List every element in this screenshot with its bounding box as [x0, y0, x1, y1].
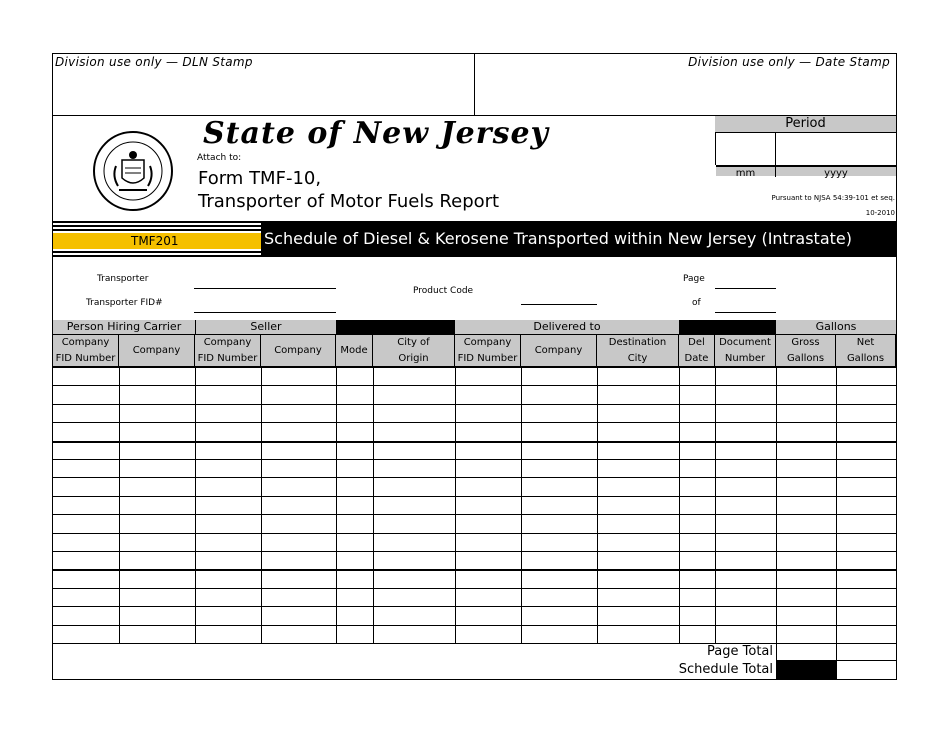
column-divider	[521, 367, 522, 643]
table-row[interactable]	[52, 422, 897, 423]
column-header	[261, 335, 336, 366]
group-person-hiring: Person Hiring Carrier	[53, 320, 195, 334]
column-divider	[597, 367, 598, 643]
attach-to-label: Attach to:	[197, 153, 242, 163]
pursuant-text: Pursuant to NJSA 54:39-101 et seq.	[771, 194, 895, 202]
column-header	[195, 335, 261, 366]
period-label: Period	[715, 116, 896, 132]
column-header-line2: Gallons	[786, 352, 825, 364]
column-header	[455, 335, 521, 366]
column-divider	[119, 367, 120, 643]
form-title-line1: Form TMF-10,	[198, 168, 322, 189]
column-divider	[373, 367, 374, 643]
column-header	[776, 335, 836, 366]
form-code: TMF201	[53, 233, 261, 249]
column-header	[715, 335, 776, 366]
column-header-line2: City	[627, 352, 648, 364]
column-divider	[776, 367, 777, 643]
column-divider	[679, 367, 680, 643]
column-header-rule	[52, 366, 897, 368]
transporter-label: Transporter	[97, 274, 149, 284]
column-header-line2: Gallons	[846, 352, 885, 364]
table-row[interactable]	[52, 441, 897, 443]
table-row[interactable]	[52, 606, 897, 607]
product-code-label: Product Code	[413, 286, 474, 296]
column-header-line1: Company	[61, 336, 110, 348]
period-mm-label: mm	[716, 165, 775, 176]
schedule-title: Schedule of Diesel & Kerosene Transported within New Jersey (Intrastate)	[264, 229, 852, 248]
table-row[interactable]	[52, 533, 897, 534]
table-row[interactable]	[52, 477, 897, 478]
column-header	[597, 335, 679, 366]
schedule-total-gross-cell	[776, 661, 836, 679]
revision-text: 10-2010	[865, 209, 895, 217]
table-row[interactable]	[52, 514, 897, 515]
table-row[interactable]	[52, 625, 897, 626]
group-gallons: Gallons	[776, 320, 896, 334]
form-title-line2: Transporter of Motor Fuels Report	[198, 191, 500, 212]
column-header	[336, 335, 373, 366]
column-header-line1: Net	[856, 336, 875, 348]
column-header-line1: Company	[534, 344, 583, 356]
schedule-total-net-cell[interactable]	[836, 661, 896, 679]
table-row[interactable]	[52, 551, 897, 552]
transporter-fid-label: Transporter FID#	[86, 298, 163, 308]
column-header-line2: FID Number	[197, 352, 258, 364]
table-row[interactable]	[52, 588, 897, 589]
column-header	[119, 335, 195, 366]
column-header	[679, 335, 715, 366]
column-header	[373, 335, 455, 366]
column-divider	[715, 367, 716, 643]
column-header-line1: Company	[203, 336, 252, 348]
table-row[interactable]	[52, 404, 897, 405]
column-divider	[261, 367, 262, 643]
column-header-line1: Document	[719, 336, 771, 348]
page-label: Page	[683, 274, 705, 284]
column-header-line2: Number	[724, 352, 766, 364]
column-divider	[836, 367, 837, 643]
state-title: State of New Jersey	[203, 116, 549, 151]
column-header-line1: Del	[688, 336, 705, 348]
schedule-total-label: Schedule Total	[678, 662, 773, 677]
column-divider	[195, 367, 196, 643]
column-divider	[455, 367, 456, 643]
page-total-gross-cell[interactable]	[776, 643, 836, 661]
page-total-net-cell[interactable]	[836, 643, 896, 661]
date-stamp-label: Division use only — Date Stamp	[688, 55, 890, 69]
column-header-line1: Gross	[791, 336, 820, 348]
column-header	[836, 335, 896, 366]
column-header-line1: Company	[274, 344, 322, 356]
column-header-line1: Company	[132, 344, 181, 356]
column-header	[53, 335, 119, 366]
column-header-line1: Mode	[340, 344, 368, 356]
of-label: of	[692, 298, 701, 308]
table-row[interactable]	[52, 459, 897, 460]
page-total-label: Page Total	[707, 644, 773, 659]
period-yyyy-label: yyyy	[776, 165, 896, 176]
column-header-line2: Date	[684, 352, 709, 364]
column-header-line1: City of	[397, 336, 430, 348]
column-header-line2: FID Number	[457, 352, 518, 364]
column-header	[521, 335, 597, 366]
column-header-line1: Destination	[608, 336, 667, 348]
group-delivered-to: Delivered to	[455, 320, 679, 334]
dln-stamp-label: Division use only — DLN Stamp	[55, 55, 253, 69]
column-header-line2: FID Number	[55, 352, 116, 364]
column-header-line1: Company	[463, 336, 512, 348]
group-seller: Seller	[195, 320, 336, 334]
table-row[interactable]	[52, 496, 897, 497]
table-row[interactable]	[52, 569, 897, 571]
table-row[interactable]	[52, 385, 897, 386]
column-header-line2: Origin	[398, 352, 429, 364]
column-divider	[336, 367, 337, 643]
